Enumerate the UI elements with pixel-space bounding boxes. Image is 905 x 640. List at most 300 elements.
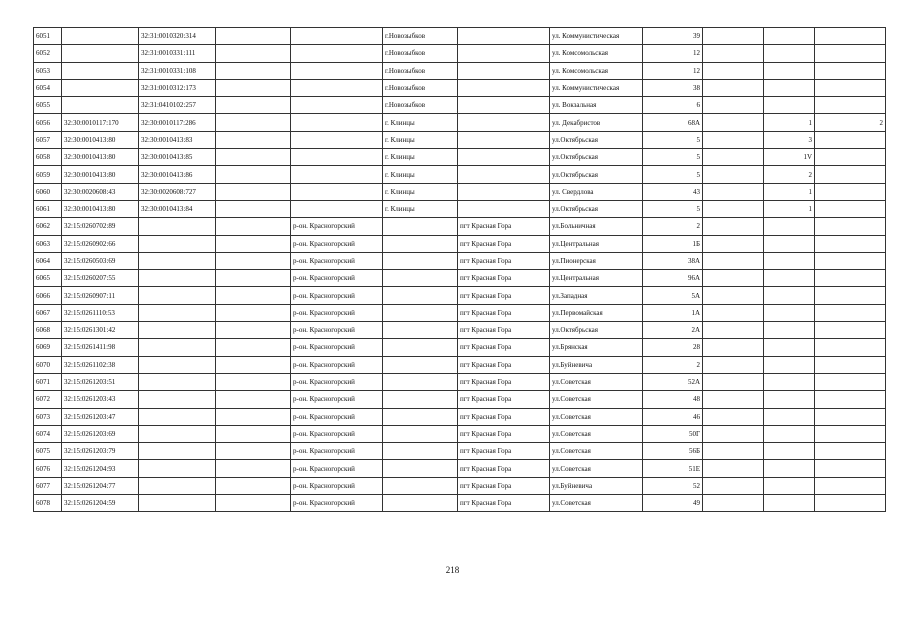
district-cell: р-он. Красногорский <box>291 391 383 408</box>
room-cell <box>815 270 886 287</box>
region-cell <box>216 62 291 79</box>
building-cell <box>703 391 764 408</box>
street-cell: ул.Пионерская <box>550 252 643 269</box>
cadastral-number-cell <box>139 322 216 339</box>
settlement-cell: пгт Красная Гора <box>458 373 550 390</box>
house-number-cell: 49 <box>643 495 703 512</box>
house-number-cell: 12 <box>643 45 703 62</box>
street-cell: ул.Советская <box>550 373 643 390</box>
street-cell: ул. Свердлова <box>550 183 643 200</box>
table-row <box>34 149 886 166</box>
region-cell <box>216 200 291 217</box>
room-cell <box>815 28 886 45</box>
district-cell <box>291 114 383 131</box>
apartment-cell <box>764 62 815 79</box>
district-cell: р-он. Красногорский <box>291 304 383 321</box>
cadastral-number-cell: 32:30:0010413:84 <box>139 200 216 217</box>
settlement-cell: пгт Красная Гора <box>458 270 550 287</box>
city-cell <box>383 339 458 356</box>
building-cell <box>703 183 764 200</box>
settlement-cell <box>458 79 550 96</box>
cadastral-number-cell <box>139 391 216 408</box>
table-row <box>34 391 886 408</box>
cadastral-number-cell: 32:31:0410102:257 <box>139 97 216 114</box>
street-cell: ул.Больничная <box>550 218 643 235</box>
region-cell <box>216 443 291 460</box>
settlement-cell <box>458 114 550 131</box>
district-cell <box>291 28 383 45</box>
street-cell: ул.Октябрьская <box>550 322 643 339</box>
table-row <box>34 356 886 373</box>
parent-cadastral-number-cell: 32:15:0261203:69 <box>62 425 139 442</box>
district-cell <box>291 97 383 114</box>
table-row <box>34 97 886 114</box>
building-cell <box>703 339 764 356</box>
region-cell <box>216 114 291 131</box>
room-cell <box>815 425 886 442</box>
district-cell <box>291 200 383 217</box>
apartment-cell: 3 <box>764 131 815 148</box>
apartment-cell <box>764 97 815 114</box>
record-number-cell: 6073 <box>34 408 62 425</box>
parent-cadastral-number-cell <box>62 79 139 96</box>
cadastral-number-cell <box>139 373 216 390</box>
house-number-cell: 2 <box>643 218 703 235</box>
street-cell: ул.Октябрьская <box>550 200 643 217</box>
apartment-cell: 2 <box>764 166 815 183</box>
settlement-cell: пгт Красная Гора <box>458 339 550 356</box>
cadastral-number-cell: 32:30:0010117:286 <box>139 114 216 131</box>
street-cell: ул. Коммунистическая <box>550 79 643 96</box>
settlement-cell: пгт Красная Гора <box>458 235 550 252</box>
cadastral-number-cell <box>139 425 216 442</box>
district-cell <box>291 79 383 96</box>
parent-cadastral-number-cell: 32:15:0261110:53 <box>62 304 139 321</box>
record-number-cell: 6052 <box>34 45 62 62</box>
house-number-cell: 1Б <box>643 235 703 252</box>
record-number-cell: 6075 <box>34 443 62 460</box>
room-cell <box>815 235 886 252</box>
house-number-cell: 5 <box>643 200 703 217</box>
street-cell: ул. Комсомольская <box>550 62 643 79</box>
record-number-cell: 6058 <box>34 149 62 166</box>
building-cell <box>703 356 764 373</box>
house-number-cell: 6 <box>643 97 703 114</box>
table-row <box>34 322 886 339</box>
parent-cadastral-number-cell: 32:15:0260503:69 <box>62 252 139 269</box>
record-number-cell: 6056 <box>34 114 62 131</box>
house-number-cell: 43 <box>643 183 703 200</box>
city-cell: г. Клинцы <box>383 166 458 183</box>
house-number-cell: 2А <box>643 322 703 339</box>
house-number-cell: 50Г <box>643 425 703 442</box>
settlement-cell <box>458 62 550 79</box>
house-number-cell: 51Е <box>643 460 703 477</box>
settlement-cell: пгт Красная Гора <box>458 287 550 304</box>
settlement-cell: пгт Красная Гора <box>458 477 550 494</box>
room-cell <box>815 131 886 148</box>
table-row <box>34 252 886 269</box>
settlement-cell: пгт Красная Гора <box>458 356 550 373</box>
settlement-cell: пгт Красная Гора <box>458 322 550 339</box>
parent-cadastral-number-cell: 32:15:0261411:98 <box>62 339 139 356</box>
record-number-cell: 6055 <box>34 97 62 114</box>
street-cell: ул.Советская <box>550 408 643 425</box>
room-cell <box>815 373 886 390</box>
settlement-cell <box>458 166 550 183</box>
city-cell <box>383 304 458 321</box>
district-cell <box>291 166 383 183</box>
settlement-cell <box>458 97 550 114</box>
table-row <box>34 200 886 217</box>
cadastral-number-cell: 32:30:0010413:85 <box>139 149 216 166</box>
building-cell <box>703 477 764 494</box>
building-cell <box>703 79 764 96</box>
room-cell <box>815 97 886 114</box>
cadastral-number-cell: 32:31:0010312:173 <box>139 79 216 96</box>
street-cell: ул.Брянская <box>550 339 643 356</box>
building-cell <box>703 443 764 460</box>
building-cell <box>703 62 764 79</box>
cadastral-number-cell <box>139 252 216 269</box>
house-number-cell: 5 <box>643 131 703 148</box>
house-number-cell: 5 <box>643 166 703 183</box>
street-cell: ул. Комсомольская <box>550 45 643 62</box>
room-cell <box>815 339 886 356</box>
parent-cadastral-number-cell: 32:15:0260907:11 <box>62 287 139 304</box>
house-number-cell: 52А <box>643 373 703 390</box>
district-cell: р-он. Красногорский <box>291 495 383 512</box>
house-number-cell: 5А <box>643 287 703 304</box>
settlement-cell: пгт Красная Гора <box>458 460 550 477</box>
settlement-cell <box>458 45 550 62</box>
room-cell <box>815 495 886 512</box>
room-cell <box>815 252 886 269</box>
house-number-cell: 39 <box>643 28 703 45</box>
room-cell <box>815 200 886 217</box>
room-cell <box>815 45 886 62</box>
record-number-cell: 6074 <box>34 425 62 442</box>
city-cell <box>383 270 458 287</box>
district-cell: р-он. Красногорский <box>291 287 383 304</box>
house-number-cell: 52 <box>643 477 703 494</box>
table-row <box>34 166 886 183</box>
street-cell: ул.Советская <box>550 425 643 442</box>
building-cell <box>703 425 764 442</box>
district-cell: р-он. Красногорский <box>291 270 383 287</box>
record-number-cell: 6057 <box>34 131 62 148</box>
region-cell <box>216 391 291 408</box>
apartment-cell <box>764 460 815 477</box>
parent-cadastral-number-cell: 32:15:0261203:47 <box>62 408 139 425</box>
room-cell <box>815 166 886 183</box>
room-cell <box>815 183 886 200</box>
house-number-cell: 96А <box>643 270 703 287</box>
building-cell <box>703 252 764 269</box>
cadastral-number-cell: 32:31:0010320:314 <box>139 28 216 45</box>
city-cell <box>383 391 458 408</box>
table-row <box>34 45 886 62</box>
settlement-cell: пгт Красная Гора <box>458 304 550 321</box>
building-cell <box>703 373 764 390</box>
apartment-cell <box>764 339 815 356</box>
district-cell: р-он. Красногорский <box>291 322 383 339</box>
apartment-cell <box>764 391 815 408</box>
region-cell <box>216 218 291 235</box>
settlement-cell: пгт Красная Гора <box>458 252 550 269</box>
region-cell <box>216 322 291 339</box>
record-number-cell: 6069 <box>34 339 62 356</box>
region-cell <box>216 356 291 373</box>
house-number-cell: 48 <box>643 391 703 408</box>
parent-cadastral-number-cell: 32:15:0261203:79 <box>62 443 139 460</box>
region-cell <box>216 183 291 200</box>
street-cell: ул. Коммунистическая <box>550 28 643 45</box>
cadastral-number-cell <box>139 408 216 425</box>
city-cell <box>383 218 458 235</box>
parent-cadastral-number-cell: 32:30:0010413:80 <box>62 149 139 166</box>
city-cell <box>383 356 458 373</box>
city-cell <box>383 495 458 512</box>
parent-cadastral-number-cell: 32:30:0010413:80 <box>62 131 139 148</box>
record-number-cell: 6062 <box>34 218 62 235</box>
building-cell <box>703 166 764 183</box>
room-cell <box>815 287 886 304</box>
building-cell <box>703 304 764 321</box>
street-cell: ул.Центральная <box>550 270 643 287</box>
parent-cadastral-number-cell: 32:30:0010117:170 <box>62 114 139 131</box>
region-cell <box>216 252 291 269</box>
city-cell: г.Новозыбков <box>383 79 458 96</box>
city-cell: г. Клинцы <box>383 183 458 200</box>
house-number-cell: 46 <box>643 408 703 425</box>
district-cell: р-он. Красногорский <box>291 356 383 373</box>
apartment-cell <box>764 356 815 373</box>
record-number-cell: 6067 <box>34 304 62 321</box>
parent-cadastral-number-cell: 32:15:0261102:38 <box>62 356 139 373</box>
parent-cadastral-number-cell <box>62 62 139 79</box>
building-cell <box>703 408 764 425</box>
table-row <box>34 443 886 460</box>
apartment-cell <box>764 218 815 235</box>
settlement-cell: пгт Красная Гора <box>458 443 550 460</box>
house-number-cell: 28 <box>643 339 703 356</box>
record-number-cell: 6061 <box>34 200 62 217</box>
building-cell <box>703 322 764 339</box>
street-cell: ул.Советская <box>550 443 643 460</box>
settlement-cell: пгт Красная Гора <box>458 218 550 235</box>
district-cell <box>291 183 383 200</box>
district-cell: р-он. Красногорский <box>291 425 383 442</box>
district-cell: р-он. Красногорский <box>291 252 383 269</box>
record-number-cell: 6077 <box>34 477 62 494</box>
house-number-cell: 12 <box>643 62 703 79</box>
building-cell <box>703 270 764 287</box>
record-number-cell: 6063 <box>34 235 62 252</box>
cadastral-number-cell: 32:30:0010413:83 <box>139 131 216 148</box>
street-cell: ул.Центральная <box>550 235 643 252</box>
table-row <box>34 339 886 356</box>
house-number-cell: 38 <box>643 79 703 96</box>
cadastral-number-cell <box>139 304 216 321</box>
parent-cadastral-number-cell: 32:15:0261204:77 <box>62 477 139 494</box>
building-cell <box>703 149 764 166</box>
district-cell: р-он. Красногорский <box>291 443 383 460</box>
table-row <box>34 62 886 79</box>
city-cell <box>383 252 458 269</box>
region-cell <box>216 79 291 96</box>
settlement-cell: пгт Красная Гора <box>458 408 550 425</box>
table-row <box>34 373 886 390</box>
house-number-cell: 56Б <box>643 443 703 460</box>
table-row <box>34 495 886 512</box>
building-cell <box>703 287 764 304</box>
room-cell <box>815 477 886 494</box>
cadastral-number-cell <box>139 477 216 494</box>
region-cell <box>216 339 291 356</box>
apartment-cell <box>764 322 815 339</box>
city-cell: г.Новозыбков <box>383 62 458 79</box>
record-number-cell: 6054 <box>34 79 62 96</box>
apartment-cell <box>764 304 815 321</box>
region-cell <box>216 131 291 148</box>
parent-cadastral-number-cell: 32:15:0261204:59 <box>62 495 139 512</box>
table-row <box>34 270 886 287</box>
parent-cadastral-number-cell: 32:15:0261203:51 <box>62 373 139 390</box>
street-cell: ул.Западная <box>550 287 643 304</box>
record-number-cell: 6059 <box>34 166 62 183</box>
city-cell: г.Новозыбков <box>383 28 458 45</box>
district-cell <box>291 45 383 62</box>
region-cell <box>216 235 291 252</box>
table-row <box>34 79 886 96</box>
parent-cadastral-number-cell: 32:15:0261301:42 <box>62 322 139 339</box>
region-cell <box>216 28 291 45</box>
building-cell <box>703 460 764 477</box>
apartment-cell <box>764 495 815 512</box>
record-number-cell: 6071 <box>34 373 62 390</box>
settlement-cell: пгт Красная Гора <box>458 495 550 512</box>
region-cell <box>216 495 291 512</box>
apartment-cell <box>764 425 815 442</box>
parent-cadastral-number-cell: 32:30:0010413:80 <box>62 200 139 217</box>
apartment-cell: 1 <box>764 200 815 217</box>
region-cell <box>216 166 291 183</box>
table-row <box>34 460 886 477</box>
table-row <box>34 218 886 235</box>
city-cell <box>383 322 458 339</box>
district-cell: р-он. Красногорский <box>291 218 383 235</box>
table-row <box>34 425 886 442</box>
region-cell <box>216 408 291 425</box>
region-cell <box>216 270 291 287</box>
room-cell <box>815 149 886 166</box>
record-number-cell: 6065 <box>34 270 62 287</box>
city-cell <box>383 425 458 442</box>
page-number: 218 <box>445 565 460 575</box>
city-cell <box>383 443 458 460</box>
settlement-cell <box>458 28 550 45</box>
city-cell <box>383 287 458 304</box>
region-cell <box>216 304 291 321</box>
region-cell <box>216 97 291 114</box>
record-number-cell: 6053 <box>34 62 62 79</box>
table-row <box>34 114 886 131</box>
region-cell <box>216 287 291 304</box>
room-cell <box>815 443 886 460</box>
parent-cadastral-number-cell: 32:15:0260702:89 <box>62 218 139 235</box>
parent-cadastral-number-cell: 32:15:0260207:55 <box>62 270 139 287</box>
record-number-cell: 6064 <box>34 252 62 269</box>
apartment-cell <box>764 408 815 425</box>
apartment-cell <box>764 252 815 269</box>
apartment-cell <box>764 287 815 304</box>
record-number-cell: 6070 <box>34 356 62 373</box>
region-cell <box>216 45 291 62</box>
region-cell <box>216 373 291 390</box>
cadastral-number-cell: 32:31:0010331:111 <box>139 45 216 62</box>
street-cell: ул.Советская <box>550 495 643 512</box>
record-number-cell: 6078 <box>34 495 62 512</box>
city-cell <box>383 460 458 477</box>
cadastral-number-cell <box>139 287 216 304</box>
record-number-cell: 6060 <box>34 183 62 200</box>
room-cell <box>815 218 886 235</box>
district-cell: р-он. Красногорский <box>291 373 383 390</box>
record-number-cell: 6051 <box>34 28 62 45</box>
city-cell <box>383 373 458 390</box>
city-cell: г. Клинцы <box>383 131 458 148</box>
cadastral-number-cell <box>139 218 216 235</box>
registry-table <box>33 27 886 512</box>
table-row <box>34 28 886 45</box>
street-cell: ул.Октябрьская <box>550 131 643 148</box>
table-row <box>34 477 886 494</box>
record-number-cell: 6066 <box>34 287 62 304</box>
city-cell: г.Новозыбков <box>383 97 458 114</box>
house-number-cell: 2 <box>643 356 703 373</box>
street-cell: ул.Буйневича <box>550 356 643 373</box>
building-cell <box>703 45 764 62</box>
settlement-cell <box>458 183 550 200</box>
record-number-cell: 6072 <box>34 391 62 408</box>
cadastral-number-cell <box>139 235 216 252</box>
cadastral-number-cell <box>139 460 216 477</box>
parent-cadastral-number-cell <box>62 45 139 62</box>
district-cell <box>291 149 383 166</box>
building-cell <box>703 235 764 252</box>
settlement-cell: пгт Красная Гора <box>458 391 550 408</box>
city-cell: г. Клинцы <box>383 200 458 217</box>
room-cell: 2 <box>815 114 886 131</box>
street-cell: ул. Вокзальная <box>550 97 643 114</box>
city-cell: г.Новозыбков <box>383 45 458 62</box>
city-cell <box>383 235 458 252</box>
parent-cadastral-number-cell <box>62 97 139 114</box>
apartment-cell <box>764 235 815 252</box>
building-cell <box>703 218 764 235</box>
room-cell <box>815 460 886 477</box>
apartment-cell <box>764 373 815 390</box>
record-number-cell: 6076 <box>34 460 62 477</box>
cadastral-number-cell: 32:30:0010413:86 <box>139 166 216 183</box>
region-cell <box>216 149 291 166</box>
table-row <box>34 131 886 148</box>
table-row <box>34 408 886 425</box>
table-row <box>34 235 886 252</box>
city-cell: г. Клинцы <box>383 149 458 166</box>
district-cell: р-он. Красногорский <box>291 408 383 425</box>
